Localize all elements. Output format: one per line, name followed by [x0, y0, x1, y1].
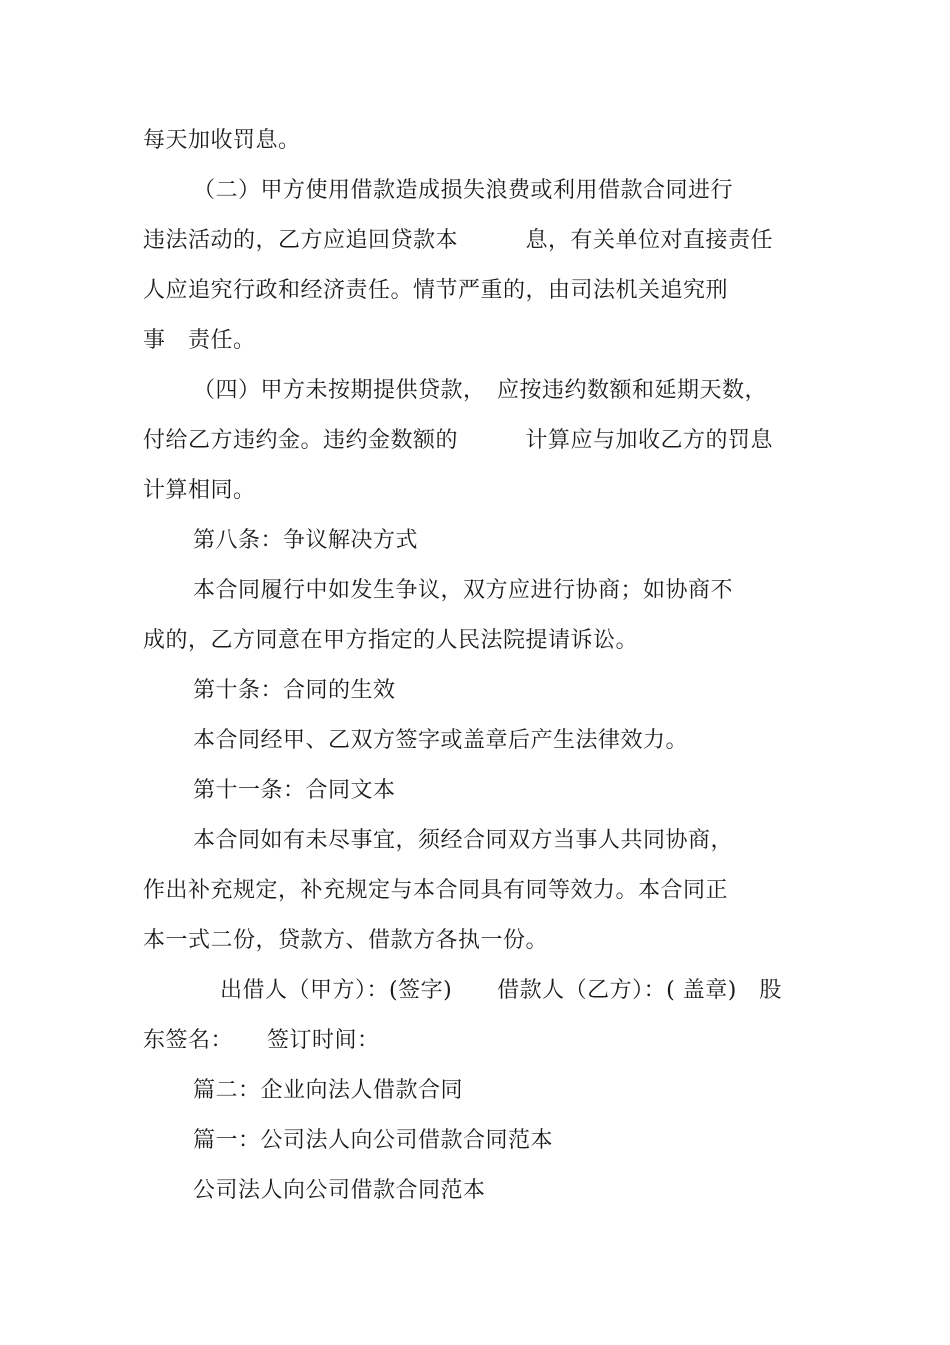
text-line-13: 本合同经甲、乙双方签字或盖章后产生法律效力。 — [193, 728, 689, 753]
text-line-6: （四）甲方未按期提供贷款， 应按违约数额和延期天数， — [193, 378, 768, 403]
text-line-16: 作出补充规定，补充规定与本合同具有同等效力。本合同正 — [143, 878, 729, 903]
text-line-5: 事 责任。 — [143, 328, 256, 353]
text-line-3: 违法活动的，乙方应追回贷款本 息，有关单位对直接责任 — [143, 228, 774, 253]
section-heading-article-8: 第八条：争议解决方式 — [193, 528, 419, 553]
section-heading-article-10: 第十条：合同的生效 — [193, 678, 396, 703]
chapter-heading-2: 篇二：企业向法人借款合同 — [193, 1078, 464, 1103]
text-line-11: 成的，乙方同意在甲方指定的人民法院提请诉讼。 — [143, 628, 639, 653]
document-title-line: 公司法人向公司借款合同范本 — [193, 1178, 486, 1203]
signature-line: 出借人（甲方）：(签字) 借款人（乙方）：( 盖章) 股 — [220, 978, 782, 1003]
text-line-15: 本合同如有未尽事宜，须经合同双方当事人共同协商， — [193, 828, 734, 853]
text-line-2: （二）甲方使用借款造成损失浪费或利用借款合同进行 — [193, 178, 734, 203]
text-line-8: 计算相同。 — [143, 478, 256, 503]
text-line-7: 付给乙方违约金。违约金数额的 计算应与加收乙方的罚息 — [143, 428, 774, 453]
text-line-1: 每天加收罚息。 — [143, 128, 301, 153]
section-heading-article-11: 第十一条：合同文本 — [193, 778, 396, 803]
text-line-4: 人应追究行政和经济责任。情节严重的，由司法机关追究刑 — [143, 278, 729, 303]
text-line-17: 本一式二份，贷款方、借款方各执一份。 — [143, 928, 549, 953]
text-line-10: 本合同履行中如发生争议，双方应进行协商；如协商不 — [193, 578, 734, 603]
signature-date-line: 东签名： 签订时间： — [143, 1028, 380, 1053]
chapter-heading-1: 篇一：公司法人向公司借款合同范本 — [193, 1128, 554, 1153]
